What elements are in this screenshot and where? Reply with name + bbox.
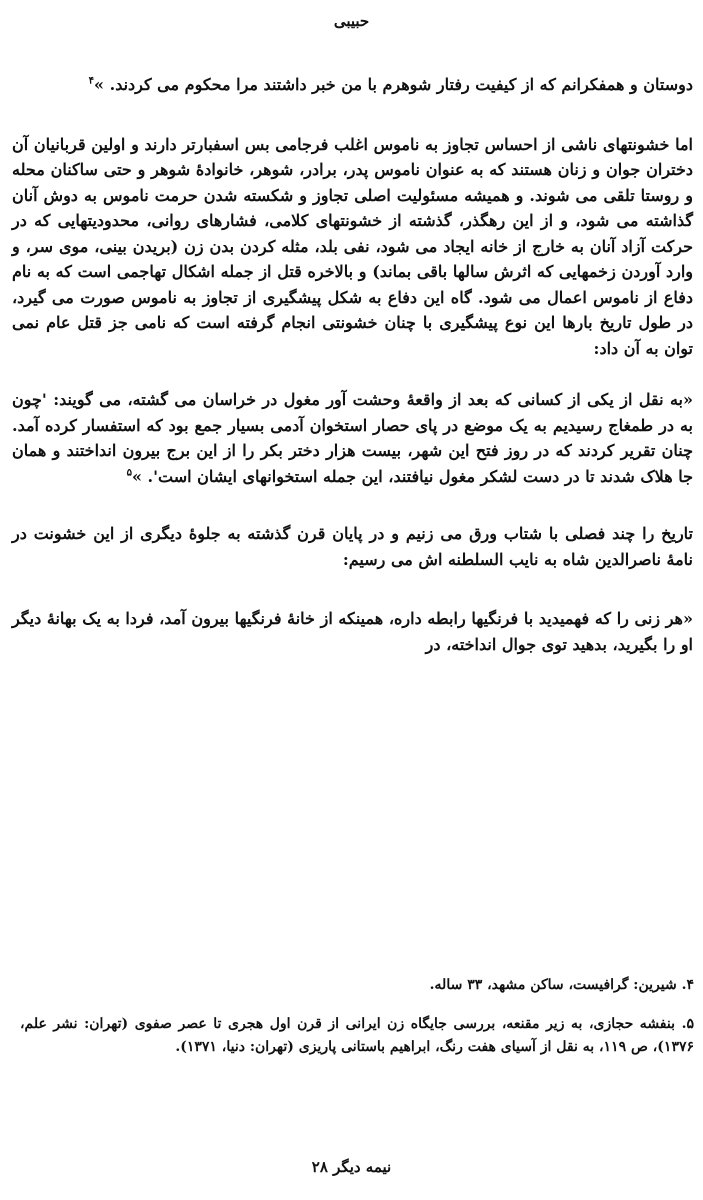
quote-paragraph xyxy=(12,387,693,489)
paragraph xyxy=(12,132,693,362)
paragraph xyxy=(12,72,693,98)
footnote: ۵. بنفشه حجازی، به زیر مقنعه، بررسی جایگاه زن ایرانی از قرن اول هجری تا عصر صفوی (تهران: نشر علم، ۱۳۷۶)، ص ۱۱۹، به نقل از آسیای هفت رنگ، ابراهیم باستانی پاریزی (تهران: دنیا، ۱۳۷۱). xyxy=(20,1016,694,1055)
footnote-ref: ۴ xyxy=(88,75,95,87)
footnote: ۴. شیرین: گرافیست، ساکن مشهد، ۳۳ ساله. xyxy=(429,977,694,993)
paragraph-text: «به نقل از یکی از کسانی که بعد از واقعهٔ وحشت آور مغول در خراسان می گشته، می گویند: 'چون به در طمغاج رسیدیم به یک موضع در پای حصار استخوان آدمی بسیار جمع بود که استفسار کرده آمد. چنان تقریر کردند که در روز فتح این شهر، بیست هزار دختر بکر را از این برج بیرون انداختند و همان جا هلاک شدند تا در دست لشکر مغول نیافتند، این جمله استخوانهای ایشان است'. » xyxy=(12,390,693,486)
paragraph-text: «هر زنی را که فهمیدید با فرنگیها رابطه داره، همینکه از خانهٔ فرنگیها بیرون آمد، فردا به یک بهانهٔ دیگر او را بگیرید، بدهید توی جوال انداخته، در xyxy=(12,609,693,654)
paragraph xyxy=(12,521,693,572)
footnote-ref: ۵ xyxy=(126,467,132,479)
paragraph-text: تاریخ را چند فصلی با شتاب ورق می زنیم و در پایان قرن گذشته به جلوهٔ دیگری از این خشونت در نامهٔ ناصرالدین شاه به نایب السلطنه اش می رسیم: xyxy=(12,524,693,569)
footnotes xyxy=(20,974,694,1071)
page-footer: نیمه دیگر ۲۸ xyxy=(311,1158,392,1176)
quote-paragraph xyxy=(12,606,693,657)
body-text xyxy=(12,72,693,689)
paragraph-text: دوستان و همفکرانم که از کیفیت رفتار شوهرم با من خبر داشتند مرا محکوم می کردند. » xyxy=(94,75,693,94)
running-header: حبیبی xyxy=(333,12,370,30)
paragraph-text: اما خشونتهای ناشی از احساس تجاوز به ناموس اغلب فرجامی بس اسفبارتر دارند و اولین قربانیان آن دختران جوان و زنان هستند که به عنوان ناموس پدر، برادر، شوهر، خانوادهٔ شوهر و حتی ساکنان محله و روستا تلقی می شوند. و همیشه مسئولیت اصلی تجاوز و شکسته شدن حرمت ناموس به دوش آنان گذاشته می شود، و از این رهگذر، گذشته از خشونتهای کلامی، فشارهای روانی، محدودیتهایی که در حرکت آزاد آنان به خارج از خانه ایجاد می شود، نفی بلد، مثله کردن بدن زن (بریدن بینی، موی سر، و وارد آوردن زخمهایی که اثرش سالها باقی بماند) و بالاخره قتل از جمله اشکال تهاجمی است که به نام دفاع از ناموس اعمال می شود. گاه این دفاع به شکل پیشگیری از تجاوز به ناموس صورت می گیرد، در طول تاریخ بارها این نوع پیشگیری با چنان خشونتی انجام گرفته است که نامی جز قتل عام نمی توان به آن داد: xyxy=(12,134,693,358)
